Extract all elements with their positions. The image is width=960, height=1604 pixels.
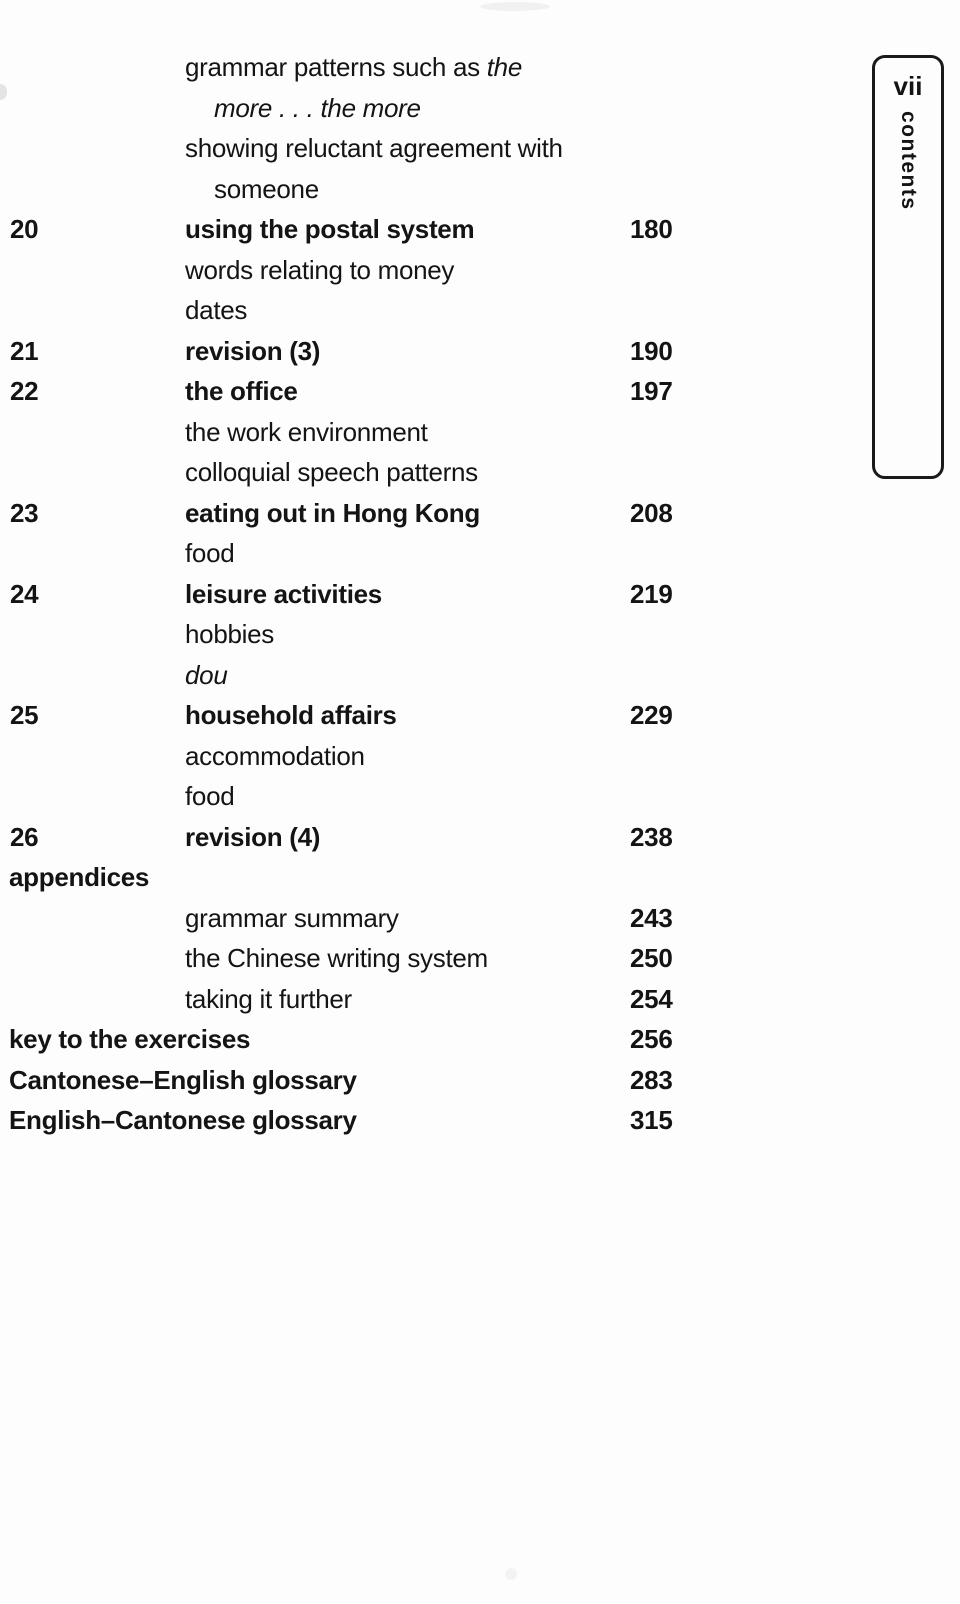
chapter-number: 22 bbox=[10, 376, 39, 406]
section-label: English–Cantonese glossary bbox=[9, 1105, 357, 1135]
table-of-contents bbox=[0, 47, 780, 1141]
entry-title: eating out in Hong Kong bbox=[185, 497, 480, 528]
entry-title: showing reluctant agreement with bbox=[185, 133, 563, 163]
chapter-number: 25 bbox=[10, 700, 39, 730]
entry-title: accommodation bbox=[185, 740, 365, 771]
toc-entry-row bbox=[0, 614, 780, 655]
toc-entry-row bbox=[0, 898, 780, 939]
scan-smudge-top bbox=[480, 2, 550, 11]
toc-entry-row bbox=[0, 290, 780, 331]
entry-title: the Chinese writing system bbox=[185, 943, 488, 973]
entry-title: colloquial speech patterns bbox=[185, 457, 478, 487]
page-number: 180 bbox=[630, 214, 673, 244]
entry-title: taking it further bbox=[185, 983, 352, 1014]
entry-title: household affairs bbox=[185, 700, 397, 730]
entry-title: someone bbox=[214, 173, 319, 204]
toc-section-row bbox=[0, 857, 780, 898]
entry-title: grammar summary bbox=[185, 902, 399, 933]
entry-title: the work environment bbox=[185, 416, 428, 447]
section-label: Cantonese–English glossary bbox=[9, 1064, 357, 1095]
entry-title: food bbox=[185, 781, 235, 811]
section-label: appendices bbox=[9, 862, 150, 892]
page-number: 315 bbox=[630, 1105, 673, 1135]
page-number: 208 bbox=[630, 497, 673, 528]
page-number: 243 bbox=[630, 902, 673, 933]
toc-entry-row bbox=[0, 736, 780, 777]
page-number: 229 bbox=[630, 700, 673, 730]
chapter-number: 26 bbox=[10, 821, 39, 852]
toc-entry-row bbox=[0, 88, 780, 129]
page-number: 256 bbox=[630, 1024, 673, 1054]
contents-tab-label: contents bbox=[897, 111, 920, 211]
toc-entry-row bbox=[0, 412, 780, 453]
chapter-number: 20 bbox=[10, 214, 39, 244]
toc-section-row bbox=[0, 1019, 780, 1060]
entry-title: words relating to money bbox=[185, 254, 455, 285]
toc-entry-row bbox=[0, 169, 780, 210]
page-number: 219 bbox=[630, 578, 673, 609]
contents-edge-tab bbox=[872, 55, 944, 479]
toc-entry-row bbox=[0, 209, 780, 250]
entry-title: hobbies bbox=[185, 619, 274, 649]
page-number: 238 bbox=[630, 821, 673, 852]
toc-entry-row bbox=[0, 331, 780, 372]
entry-title: using the postal system bbox=[185, 214, 475, 244]
toc-section-row bbox=[0, 1100, 780, 1141]
toc-entry-row bbox=[0, 47, 780, 88]
toc-entry-row bbox=[0, 128, 780, 169]
entry-title: food bbox=[185, 538, 235, 568]
section-label: key to the exercises bbox=[9, 1024, 251, 1054]
page-number: 190 bbox=[630, 335, 673, 366]
page-number: 250 bbox=[630, 943, 673, 973]
chapter-number: 24 bbox=[10, 578, 39, 609]
page-number: 197 bbox=[630, 376, 673, 406]
chapter-number: 23 bbox=[10, 497, 39, 528]
chapter-number: 21 bbox=[10, 335, 39, 366]
entry-title: leisure activities bbox=[185, 578, 382, 609]
toc-section-row bbox=[0, 1060, 780, 1101]
entry-title: revision (3) bbox=[185, 335, 321, 366]
toc-entry-row bbox=[0, 979, 780, 1020]
toc-entry-row bbox=[0, 817, 780, 858]
entry-title: dates bbox=[185, 295, 248, 325]
toc-entry-row bbox=[0, 574, 780, 615]
toc-entry-row bbox=[0, 533, 780, 574]
toc-entry-row bbox=[0, 371, 780, 412]
toc-entry-row bbox=[0, 695, 780, 736]
toc-entry-row bbox=[0, 776, 780, 817]
scan-smudge-bottom bbox=[505, 1568, 517, 1580]
entry-title: the office bbox=[185, 376, 298, 406]
toc-entry-row bbox=[0, 655, 780, 696]
page-folio: vii bbox=[893, 71, 923, 101]
entry-title: dou bbox=[185, 659, 228, 690]
toc-entry-row bbox=[0, 452, 780, 493]
entry-title: grammar patterns such as the bbox=[185, 52, 522, 82]
entry-title: more . . . the more bbox=[214, 92, 421, 123]
toc-entry-row bbox=[0, 938, 780, 979]
page-number: 283 bbox=[630, 1064, 673, 1095]
toc-entry-row bbox=[0, 250, 780, 291]
toc-entry-row bbox=[0, 493, 780, 534]
entry-title: revision (4) bbox=[185, 821, 321, 852]
page-number: 254 bbox=[630, 983, 673, 1014]
